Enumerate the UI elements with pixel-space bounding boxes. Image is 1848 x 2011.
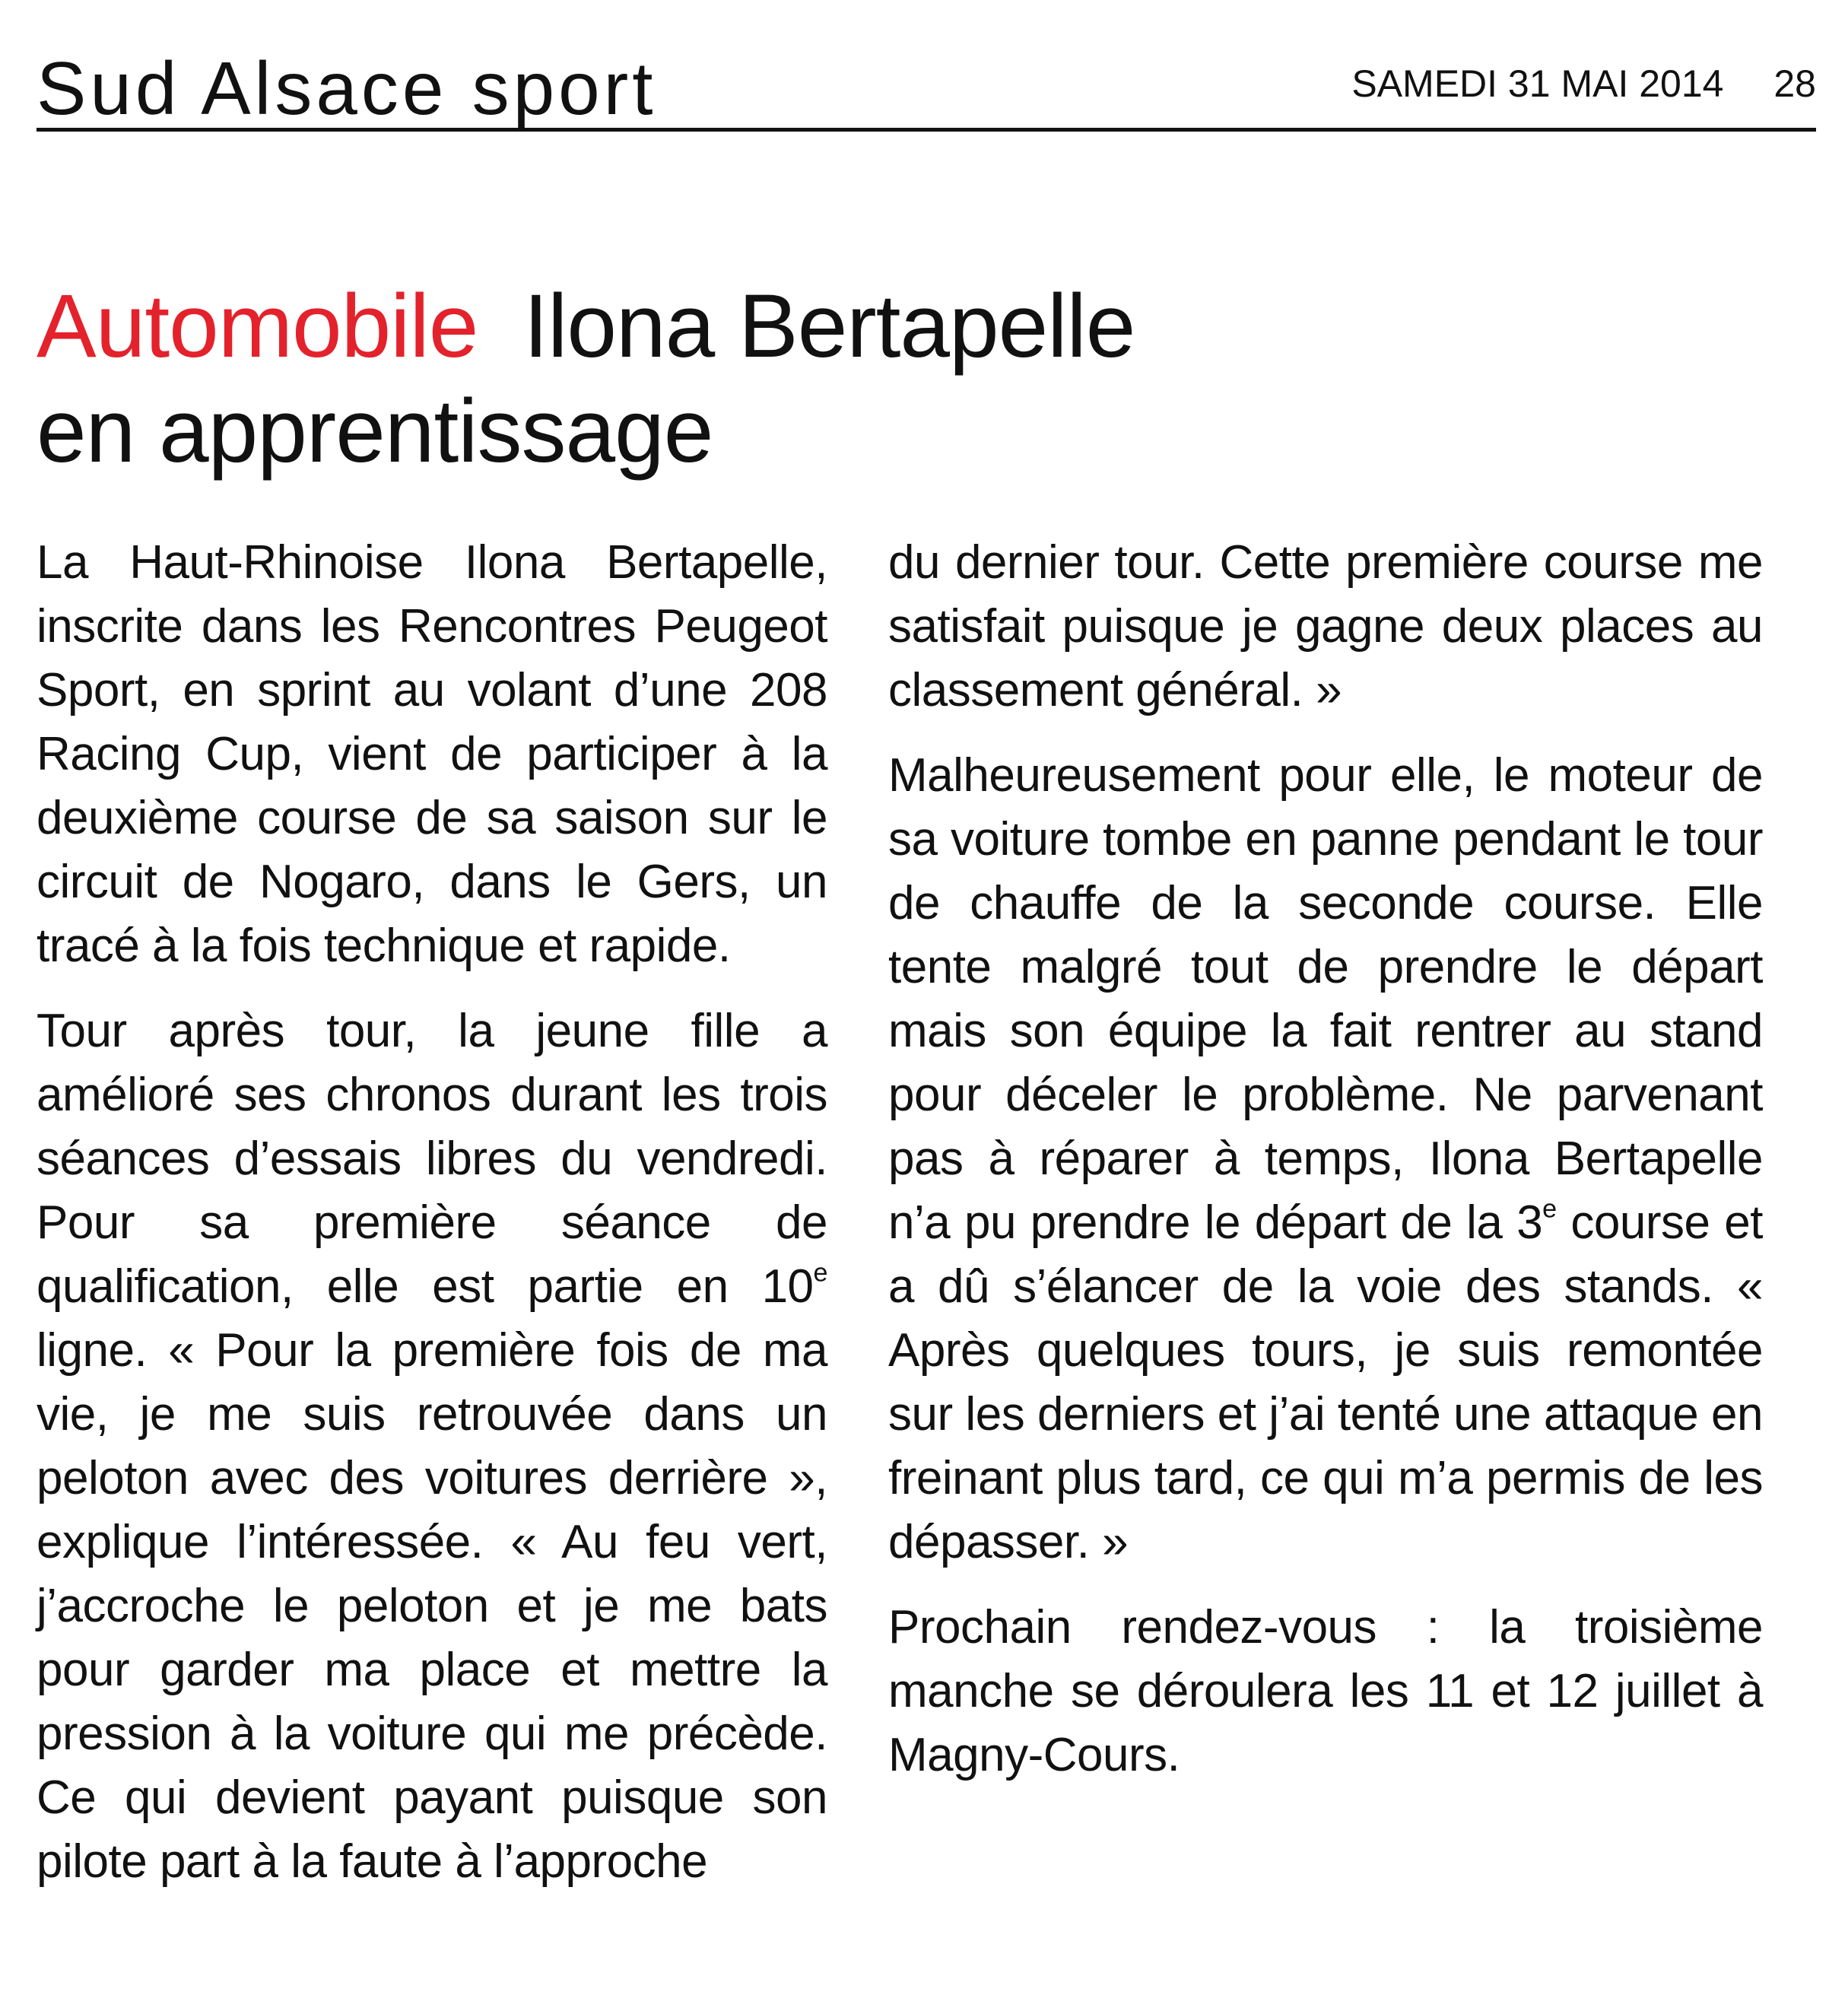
paragraph-text: Malheureusement pour elle, le moteur de sa voiture tombe en panne pendant le tour de chauffe de la seconde course. Elle tente malgré tout de prendre le départ mais son équipe la fait rentrer au stand pour déceler le problème. Ne parvenant pas à réparer à temps, Ilona Bertapelle n’a pu prendre le départ de la 3 [888,749,1763,1249]
ordinal-suffix: e [813,1258,827,1288]
page-number: 28 [1773,62,1816,105]
article-rubric: Automobile [37,276,478,376]
ordinal-suffix: e [1542,1194,1557,1224]
section-title: Sud Alsace sport [37,46,657,130]
article-column-right [888,531,1763,1809]
paragraph-text: course et a dû s’élancer de la voie des stands. « Après quelques tours, je suis remontée sur les derniers et j’ai tenté une attaque en freinant plus tard, ce qui m’a permis de les dépasser. » [888,1196,1763,1568]
article-headline [37,274,1786,484]
headline-line-1: Ilona Bertapelle [523,276,1135,376]
paragraph-breakdown [888,744,1763,1574]
paragraph-intro: La Haut-Rhinoise Ilona Bertapelle, inscrite dans les Rencontres Peugeot Sport, en sprint au volant d’une 208 Racing Cup, vient de participer à la deuxième course de sa saison sur le circuit de Nogaro, dans le Gers, un tracé à la fois technique et rapide. [37,536,827,972]
paragraph-first-race: du dernier tour. Cette première course me satisfait puisque je gagne deux places au classement général. » [888,536,1763,716]
paragraph-text: ligne. « Pour la première fois de ma vie, je me suis retrouvée dans un peloton avec des voitures derrière », explique l’intéressée. « Au feu vert, j’accroche le peloton et je me bats pour garder ma place et mettre la pression à la voiture qui me précède. Ce qui devient payant puisque son pilote part à la faute à l’approche [37,1324,827,1888]
date-line [1351,61,1816,106]
paragraph-text: Tour après tour, la jeune fille a amélioré ses chronos durant les trois séances d’essais libres du vendredi. Pour sa première séance de qualification, elle est partie en 10 [37,1005,827,1313]
paragraph-qualifying [37,999,827,1894]
article-column-left [37,531,827,1915]
headline-line-2: en apprentissage [37,381,713,481]
publication-date: SAMEDI 31 MAI 2014 [1351,62,1724,105]
masthead [37,46,1816,132]
paragraph-next-event: Prochain rendez-vous : la troisième manche se déroulera les 11 et 12 juillet à Magny-Cours. [888,1601,1763,1781]
